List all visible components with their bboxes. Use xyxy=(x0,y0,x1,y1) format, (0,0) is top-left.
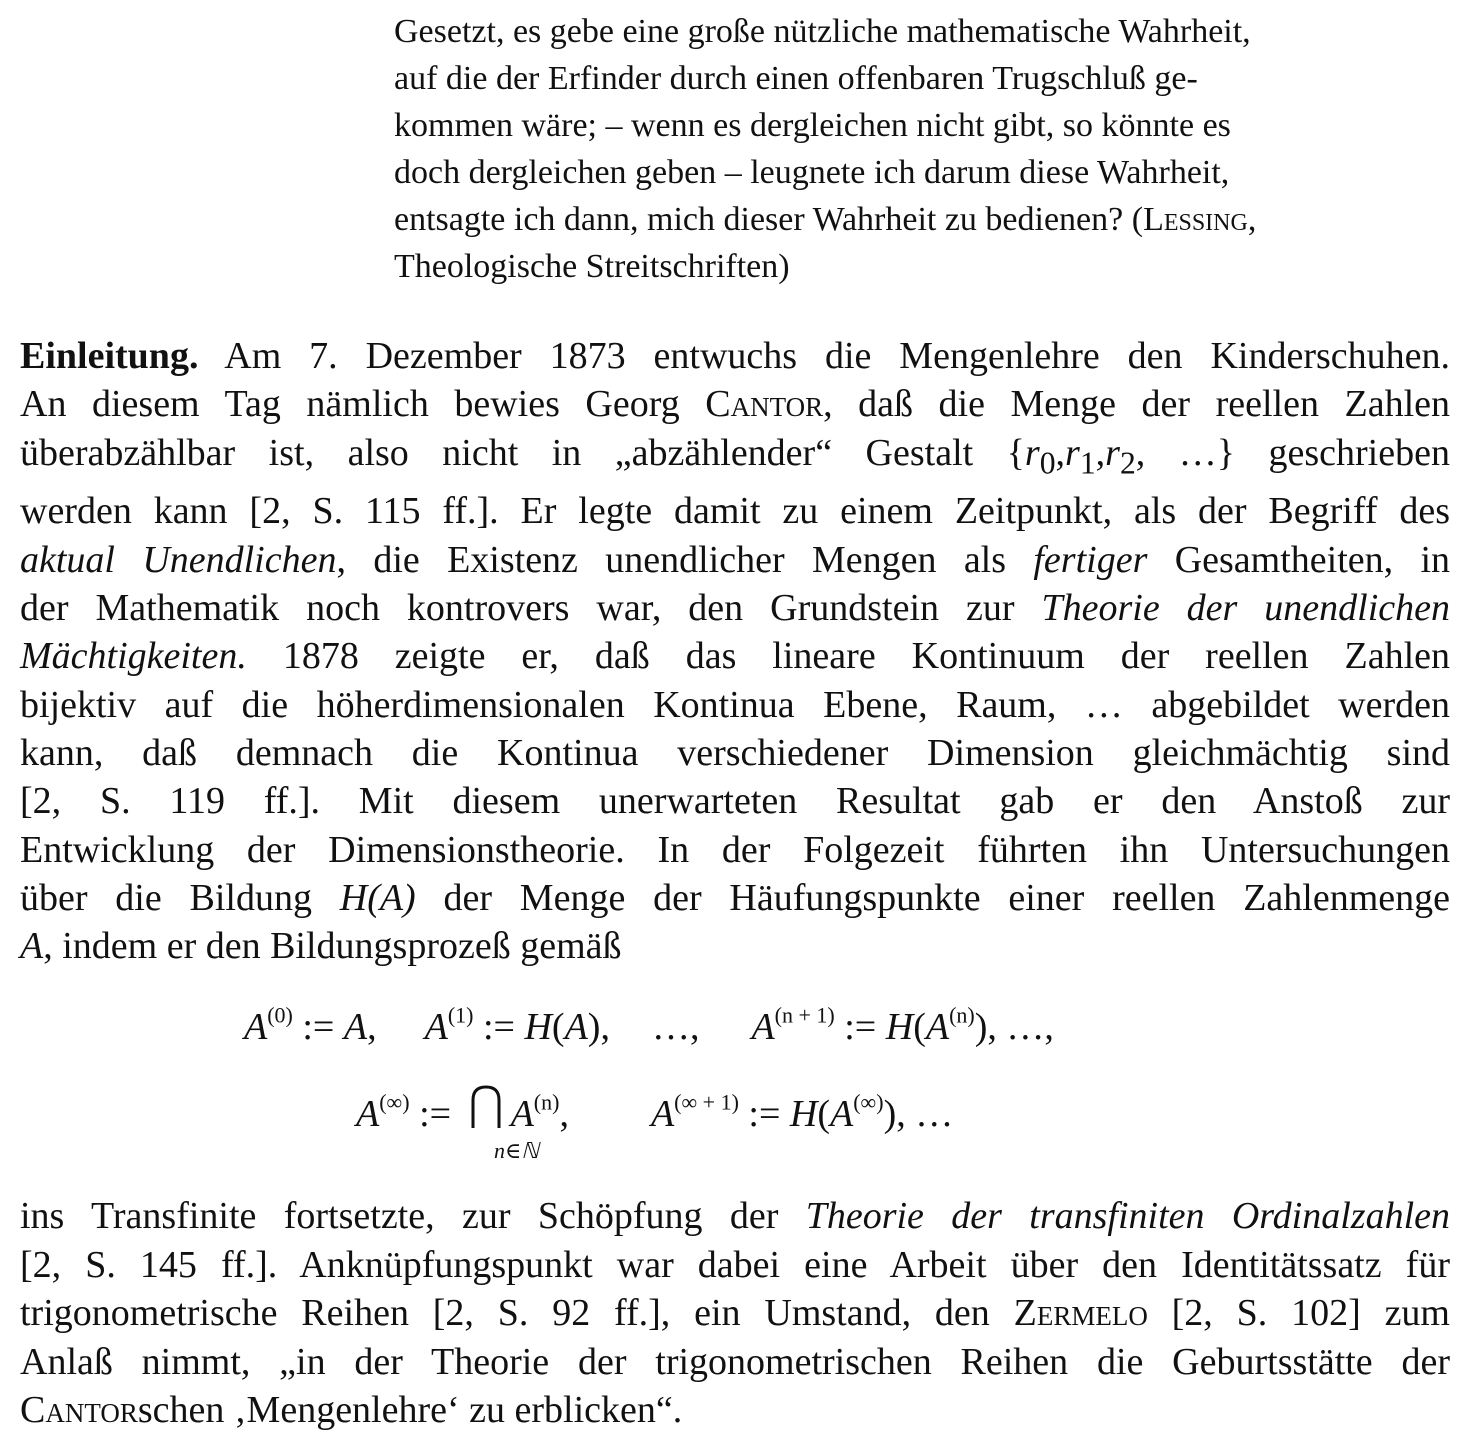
math-assign: := xyxy=(738,1093,790,1135)
math-a: A xyxy=(650,1093,675,1135)
intro-line-2 xyxy=(20,380,1450,428)
intro-line-12 xyxy=(20,874,1450,922)
intro-line-4: werden kann [2, S. 115 ff.]. Er legte damit zu einem Zeitpunkt, als der Begriff des xyxy=(20,490,1450,533)
intro-text: der Menge der Häufungspunkte einer reellen Zahlenmenge xyxy=(415,876,1451,919)
formula-line-1 xyxy=(244,1002,1054,1048)
after-line-4: Anlaß nimmt, „in der Theorie der trigonometrischen Reihen die Geburtsstätte der xyxy=(20,1340,1450,1383)
math-h: H xyxy=(789,1093,818,1135)
formula-line-2 xyxy=(356,1084,953,1135)
math-r: r xyxy=(1105,431,1120,474)
math-assign: := xyxy=(834,1006,886,1048)
math-assign: := xyxy=(409,1093,461,1135)
math-sup: (∞) xyxy=(379,1089,410,1115)
epigraph-line: doch dergleichen geben – leugnete ich darum diese Wahrheit, xyxy=(394,154,1230,191)
intro-text: An diesem Tag nämlich bewies Georg xyxy=(20,383,706,426)
intro-text: , daß die Menge der reellen Zahlen xyxy=(823,383,1450,426)
body-text: ins Transfinite fortsetzte, zur Schöpfung der xyxy=(20,1195,806,1237)
math-a: A xyxy=(424,1006,448,1048)
epigraph-line xyxy=(394,196,1434,243)
math-h: H xyxy=(885,1006,914,1048)
intro-text: Gesamtheiten, in xyxy=(1147,538,1451,581)
math-sup: (n + 1) xyxy=(774,1002,835,1028)
intersection-symbol xyxy=(469,1084,503,1135)
intro-text: , indem er den Bildungsprozeß gemäß xyxy=(43,925,622,968)
math-dots: ), …, xyxy=(974,1006,1054,1048)
after-line-3 xyxy=(20,1289,1450,1338)
intro-line-8: bijektiv auf die höherdimensionalen Kontinua Ebene, Raum, … abgebildet werden xyxy=(20,683,1450,726)
emph-text: Theorie der unendlichen xyxy=(1041,587,1450,630)
intro-line-9: kann, daß demnach die Kontinua verschiedener Dimension gleichmächtig sind xyxy=(20,731,1450,774)
math-a: A xyxy=(564,1006,588,1048)
epigraph-line: Gesetzt, es gebe eine große nützliche mathematische Wahrheit, xyxy=(394,13,1251,50)
intro-text: überabzählbar ist, also nicht in „abzählender“ Gestalt { xyxy=(20,431,1025,474)
intersection-index: n∈ℕ xyxy=(494,1138,539,1163)
intro-line-13 xyxy=(20,922,1450,970)
math-comma: , xyxy=(1055,431,1066,474)
math-paren: ( xyxy=(913,1006,926,1048)
math-sup: (∞) xyxy=(853,1089,884,1115)
emph-text: fertiger xyxy=(1033,538,1148,581)
epigraph-author: Lessing xyxy=(1143,201,1248,238)
intro-text: Am 7. Dezember 1873 entwuchs die Mengenlehre den Kinderschuhen. xyxy=(198,335,1450,377)
math-a: A xyxy=(925,1006,950,1048)
math-assign: := xyxy=(292,1006,344,1048)
epigraph-line: Theologische Streitschriften) xyxy=(394,248,790,285)
epigraph-line: auf die der Erfinder durch einen offenbaren Trugschluß ge- xyxy=(394,60,1198,97)
intro-text: 1878 zeigte er, daß das lineare Kontinuum der reellen Zahlen xyxy=(246,635,1450,678)
math-r: r xyxy=(1065,431,1080,474)
name-cantor: Cantor xyxy=(20,1389,138,1431)
epigraph-line-text: entsagte ich dann, mich dieser Wahrheit zu bedienen? ( xyxy=(394,201,1144,238)
intro-line-10: [2, S. 119 ff.]. Mit diesem unerwarteten Resultat gab er den Anstoß zur xyxy=(20,780,1450,823)
epigraph xyxy=(394,8,1434,290)
math-ha: H(A) xyxy=(339,876,416,919)
epigraph-author-trail: , xyxy=(1247,201,1257,238)
name-cantor: Cantor xyxy=(705,383,824,426)
emph-text: Theorie der transfiniten Ordinalzahlen xyxy=(805,1195,1450,1237)
intro-line-1 xyxy=(20,332,1450,380)
math-a: A xyxy=(751,1006,775,1048)
intro-line-11: Entwicklung der Dimensionstheorie. In der Folgezeit führten ihn Untersuchungen xyxy=(20,828,1450,871)
math-a: A xyxy=(510,1093,534,1135)
intro-text: der Mathematik noch kontrovers war, den Grundstein zur xyxy=(20,587,1042,630)
continuation-paragraph xyxy=(20,1192,1450,1435)
math-a: A xyxy=(20,925,44,968)
epigraph-line: kommen wäre; – wenn es dergleichen nicht gibt, so könnte es xyxy=(394,107,1231,144)
math-comma: , xyxy=(1095,431,1106,474)
math-a: A xyxy=(356,1093,380,1135)
math-paren: ( xyxy=(817,1093,831,1135)
intro-line-3 xyxy=(20,429,1450,488)
math-comma: , xyxy=(367,1006,377,1048)
math-a: A xyxy=(343,1006,368,1048)
math-sup: (∞ + 1) xyxy=(674,1089,739,1115)
body-text: trigonometrische Reihen [2, S. 92 ff.], ein Umstand, den xyxy=(20,1292,1014,1334)
math-paren: ( xyxy=(551,1006,565,1048)
math-dots: ), … xyxy=(883,1093,954,1135)
after-line-2: [2, S. 145 ff.]. Anknüpfungspunkt war dabei eine Arbeit über den Identitätssatz für xyxy=(20,1243,1450,1286)
body-text: [2, S. 102] zum xyxy=(1147,1292,1450,1334)
math-sub: 2 xyxy=(1119,445,1136,481)
name-zermelo: Zermelo xyxy=(1013,1292,1148,1334)
body-text: schen ‚Mengenlehre‘ zu erblicken“. xyxy=(137,1389,683,1431)
math-sup: (n) xyxy=(949,1002,975,1028)
after-line-5 xyxy=(20,1386,1450,1435)
intro-text: , die Existenz unendlicher Mengen als xyxy=(336,538,1034,581)
intro-line-7 xyxy=(20,632,1450,680)
math-sup: (0) xyxy=(267,1002,293,1028)
intro-paragraph xyxy=(20,332,1450,970)
math-paren: ) xyxy=(587,1006,601,1048)
emph-text: Mächtigkeiten. xyxy=(20,635,247,678)
intro-line-6 xyxy=(20,584,1450,632)
section-heading: Einleitung. xyxy=(20,335,199,377)
math-assign: := xyxy=(473,1006,525,1048)
math-sub: 0 xyxy=(1039,445,1056,481)
math-sup: (n) xyxy=(533,1089,560,1115)
math-comma: , xyxy=(600,1006,610,1048)
math-a: A xyxy=(830,1093,854,1135)
intro-text: über die Bildung xyxy=(20,876,340,919)
math-h: H xyxy=(524,1006,552,1048)
intro-text: , …} geschrieben xyxy=(1135,431,1450,474)
math-a: A xyxy=(244,1006,268,1048)
intro-line-5 xyxy=(20,536,1450,584)
math-r: r xyxy=(1024,431,1040,474)
math-sup: (1) xyxy=(447,1002,474,1028)
math-dots: …, xyxy=(651,1006,700,1048)
emph-text: aktual Unendlichen xyxy=(20,538,337,581)
math-sub: 1 xyxy=(1079,445,1096,481)
after-line-1 xyxy=(20,1192,1450,1241)
math-comma: , xyxy=(559,1093,569,1135)
